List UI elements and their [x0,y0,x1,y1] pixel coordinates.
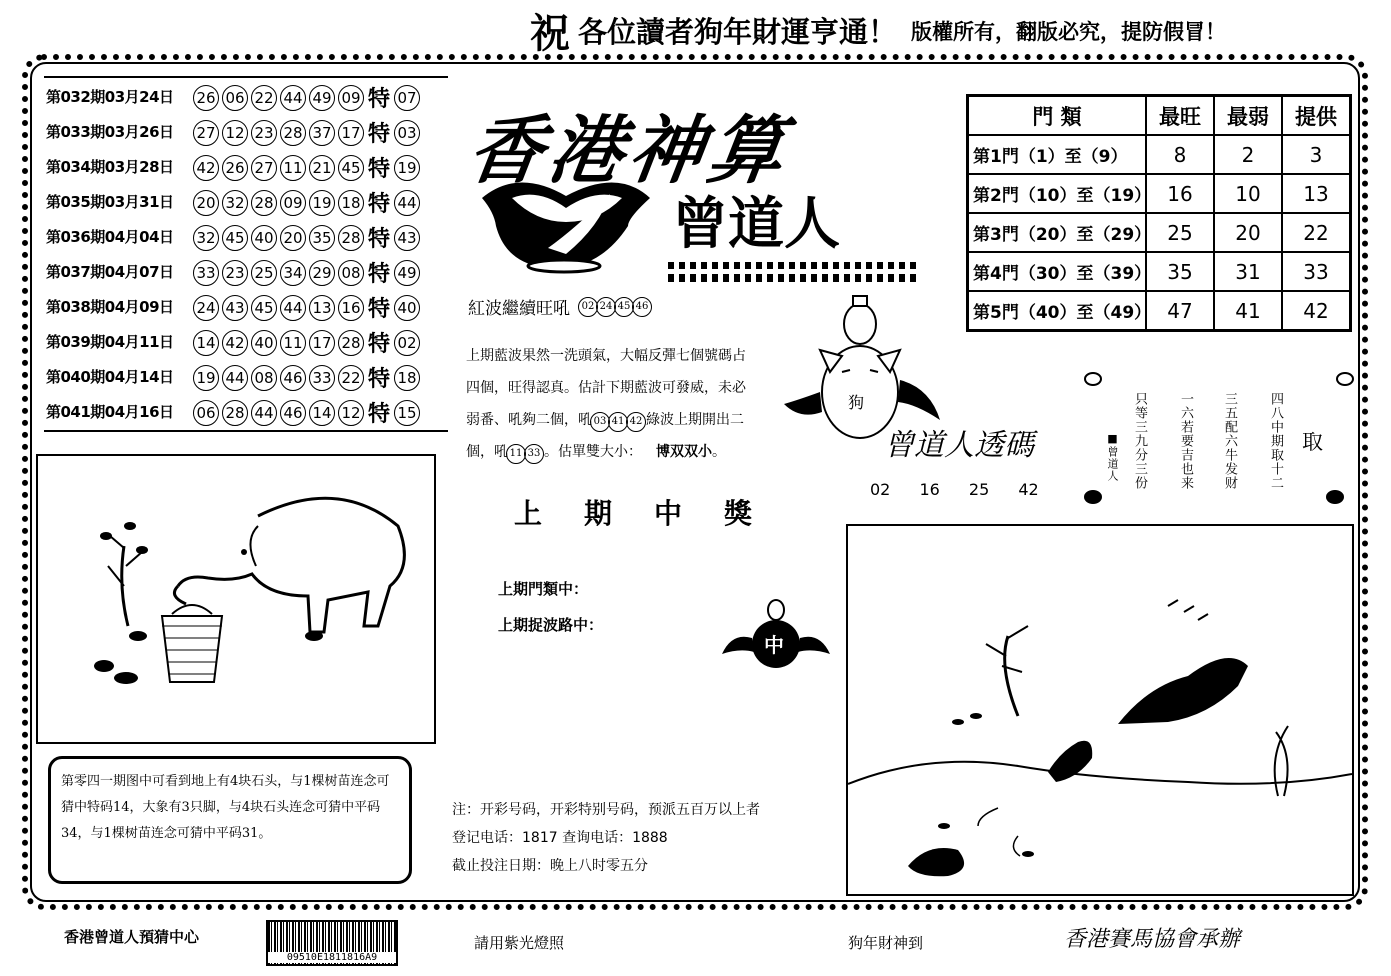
number-ball: 28 [338,330,364,356]
number-ball: 08 [338,260,364,286]
table-header: 提供 [1282,96,1351,136]
number-ball: 44 [280,295,306,321]
special-label: 特 [368,227,391,252]
number-ball: 25 [251,260,277,286]
draw-row [44,148,448,183]
draw-period: 第037期04月07日 [46,263,174,281]
page-subtitle: 曾道人 [672,191,840,257]
mini-ball: 33 [524,444,544,464]
number-ball: 11 [280,330,306,356]
mini-ball: 42 [626,412,646,432]
table-cell-gate: 第1門（1）至（9） [968,135,1147,174]
table-cell-min: 20 [1214,213,1282,252]
analysis-paragraph [466,340,758,468]
draw-history-list [44,76,448,432]
banner-zhu: 祝 [530,11,570,57]
draw-period: 第033期03月26日 [46,123,174,141]
number-ball: 19 [309,190,335,216]
draw-period: 第041期04月16日 [46,403,174,421]
number-ball: 28 [222,400,248,426]
last-wave-label: 上期捉波路中： [498,616,604,634]
special-label: 特 [368,297,391,322]
number-ball: 34 [280,260,306,286]
number-ball: 23 [251,120,277,146]
special-ball: 44 [394,190,420,216]
number-ball: 21 [309,155,335,181]
number-ball: 44 [251,400,277,426]
elephant-illustration [38,456,434,742]
table-cell-give: 3 [1282,135,1351,174]
draw-row [44,393,448,428]
number-ball: 26 [193,85,219,111]
number-ball: 19 [193,365,219,391]
gate-table [966,94,1352,332]
table-cell-max: 25 [1146,213,1214,252]
special-ball: 03 [394,120,420,146]
draw-row [44,323,448,358]
number-ball: 08 [251,365,277,391]
number-ball: 45 [222,225,248,251]
number-ball: 37 [309,120,335,146]
special-label: 特 [368,367,391,392]
info-line: 注：开彩号码，开彩特别号码，预派五百万以上者 [452,802,760,818]
draw-row [44,218,448,253]
top-banner [530,2,1227,57]
draw-row [44,253,448,288]
special-label: 特 [368,332,391,357]
table-row [968,252,1351,291]
number-ball: 22 [338,365,364,391]
draw-period: 第035期03月31日 [46,193,174,211]
mini-ball: 46 [632,297,652,317]
info-block [452,796,760,880]
table-row [968,291,1351,331]
table-row [968,213,1351,252]
draw-balls [193,152,420,183]
odd-even-tip: 博双双小 [656,444,712,460]
table-header: 最旺 [1146,96,1214,136]
number-ball: 42 [222,330,248,356]
special-ball: 43 [394,225,420,251]
number-ball: 40 [251,330,277,356]
special-ball: 07 [394,85,420,111]
table-row [968,135,1351,174]
mini-ball: 45 [614,297,634,317]
draw-balls [193,82,420,113]
number-ball: 23 [222,260,248,286]
draw-period: 第040期04月14日 [46,368,174,386]
number-ball: 18 [338,190,364,216]
info-line: 截止投注日期：晚上八时零五分 [452,858,648,874]
last-gate-label: 上期門類中： [498,580,589,598]
special-ball: 18 [394,365,420,391]
table-cell-give: 22 [1282,213,1351,252]
number-ball: 20 [280,225,306,251]
number-ball: 32 [222,190,248,216]
table-cell-give: 13 [1282,174,1351,213]
special-ball: 49 [394,260,420,286]
mini-ball: 02 [578,297,598,317]
table-cell-gate: 第5門（40）至（49） [968,291,1147,331]
number-ball: 27 [193,120,219,146]
draw-row [44,358,448,393]
special-label: 特 [368,157,391,182]
draw-period: 第034期03月28日 [46,158,174,176]
table-cell-max: 35 [1146,252,1214,291]
number-ball: 46 [280,400,306,426]
banner-copyright: 版權所有，翻版必究，提防假冒！ [911,19,1227,44]
table-cell-gate: 第4門（30）至（39） [968,252,1147,291]
number-ball: 11 [280,155,306,181]
number-ball: 06 [222,85,248,111]
number-ball: 24 [193,295,219,321]
number-ball: 14 [309,400,335,426]
number-ball: 33 [193,260,219,286]
draw-balls [193,257,420,288]
special-ball: 02 [394,330,420,356]
number-ball: 29 [309,260,335,286]
mini-ball: 24 [596,297,616,317]
number-ball: 28 [251,190,277,216]
analysis-end: 。 [712,444,726,460]
dog-label: 狗 [848,393,865,412]
draw-balls [193,292,420,323]
draw-balls [193,222,420,253]
filled-dot [1326,490,1344,504]
draw-row [44,288,448,323]
analysis-text: 。估單雙大小： [544,444,642,460]
poem-column: 只等三九分三份 [1132,392,1147,490]
red-wave-balls [580,297,652,317]
number-ball: 35 [309,225,335,251]
analysis-text: 綠波上期開出二個，吼 [466,412,744,460]
number-ball: 32 [193,225,219,251]
touma-numbers: 02 16 25 42 [870,480,1039,499]
number-ball: 12 [338,400,364,426]
poem-signature: ■曾道人 [1106,432,1119,482]
table-cell-min: 10 [1214,174,1282,213]
table-cell-max: 8 [1146,135,1214,174]
footer-center: 香港曾道人預猜中心 [64,928,200,946]
number-ball: 27 [251,155,277,181]
draw-balls [193,362,420,393]
special-label: 特 [368,87,391,112]
special-ball: 19 [394,155,420,181]
number-ball: 44 [280,85,306,111]
zhong-label: 中 [764,633,784,657]
touma-title: 曾道人透碼 [884,428,1034,463]
special-label: 特 [368,192,391,217]
qu-label: 取 [1302,430,1323,454]
stripe-bar [668,262,916,282]
number-ball: 17 [309,330,335,356]
hole-dot [1084,372,1102,386]
draw-period: 第032期03月24日 [46,88,174,106]
poem-column: 三五配六牛发财 [1222,392,1237,490]
table-cell-min: 31 [1214,252,1282,291]
number-ball: 13 [309,295,335,321]
mini-ball: 03 [590,412,610,432]
last-period-title: 上期中獎 [514,497,795,530]
red-wave-line [468,294,652,319]
info-line: 登记电话：1817 查询电话：1888 [452,830,668,846]
cats-picture [846,524,1354,896]
hole-dot [1336,372,1354,386]
number-ball: 12 [222,120,248,146]
number-ball: 22 [251,85,277,111]
table-cell-min: 41 [1214,291,1282,331]
draw-row [44,78,448,113]
clue-note: 第零四一期图中可看到地上有4块石头，与1棵树苗连念可猜中特码14，大象有3只脚，与4块石头连念可猜中平码34，与1棵树苗连念可猜中平码31。 [48,756,412,884]
table-cell-gate: 第2門（10）至（19） [968,174,1147,213]
draw-balls [193,187,420,218]
page-title: 香港神算 [463,108,796,194]
footer-jockey: 香港賽馬協會承辦 [1064,927,1241,952]
poem-column: 四八中期取十二 [1268,392,1283,490]
draw-balls [193,397,420,428]
special-label: 特 [368,122,391,147]
number-ball: 16 [338,295,364,321]
table-header-row [968,96,1351,136]
footer-god: 狗年財神到 [848,934,924,952]
number-ball: 20 [193,190,219,216]
cats-illustration [848,526,1352,894]
table-header: 門 類 [968,96,1147,136]
number-ball: 40 [251,225,277,251]
number-ball: 17 [338,120,364,146]
number-ball: 28 [338,225,364,251]
filled-dot [1084,490,1102,504]
number-ball: 45 [251,295,277,321]
table-cell-give: 42 [1282,291,1351,331]
number-ball: 14 [193,330,219,356]
draw-period: 第038期04月09日 [46,298,174,316]
table-cell-max: 47 [1146,291,1214,331]
number-ball: 43 [222,295,248,321]
number-ball: 28 [280,120,306,146]
footer-uv-light: 請用紫光燈照 [474,934,565,952]
number-ball: 45 [338,155,364,181]
draw-balls [193,327,420,358]
draw-balls [193,117,420,148]
number-ball: 42 [193,155,219,181]
number-ball: 49 [309,85,335,111]
table-cell-gate: 第3門（20）至（29） [968,213,1147,252]
number-ball: 26 [222,155,248,181]
table-cell-give: 33 [1282,252,1351,291]
mini-ball: 11 [506,444,526,464]
number-ball: 06 [193,400,219,426]
table-cell-min: 2 [1214,135,1282,174]
table-row [968,174,1351,213]
draw-period: 第036期04月04日 [46,228,174,246]
number-ball: 46 [280,365,306,391]
draw-row [44,113,448,148]
elephant-picture [36,454,436,744]
number-ball: 44 [222,365,248,391]
barcode-number: 09510E1811816A9 [268,952,396,963]
table-cell-max: 16 [1146,174,1214,213]
number-ball: 33 [309,365,335,391]
red-wave-text: 紅波繼續旺吼 [468,299,570,319]
gold-ingot-icon [478,168,654,278]
draw-period: 第039期04月11日 [46,333,174,351]
special-label: 特 [368,262,391,287]
special-label: 特 [368,402,391,427]
number-ball: 09 [280,190,306,216]
banner-greeting: 各位讀者狗年財運亨通！ [578,15,898,49]
mini-ball: 41 [608,412,628,432]
zhong-gourd-icon [720,596,832,672]
table-header: 最弱 [1214,96,1282,136]
special-ball: 15 [394,400,420,426]
poem-column: 一六若要吉也来 [1178,392,1193,490]
number-ball: 09 [338,85,364,111]
draw-row [44,183,448,218]
analysis-text: 上期藍波果然一洗頭氣，大幅反彈七個號碼占四個，旺得認真。估計下期藍波可發威，未必弱番、吼夠二個，吼 [466,348,746,428]
special-ball: 40 [394,295,420,321]
